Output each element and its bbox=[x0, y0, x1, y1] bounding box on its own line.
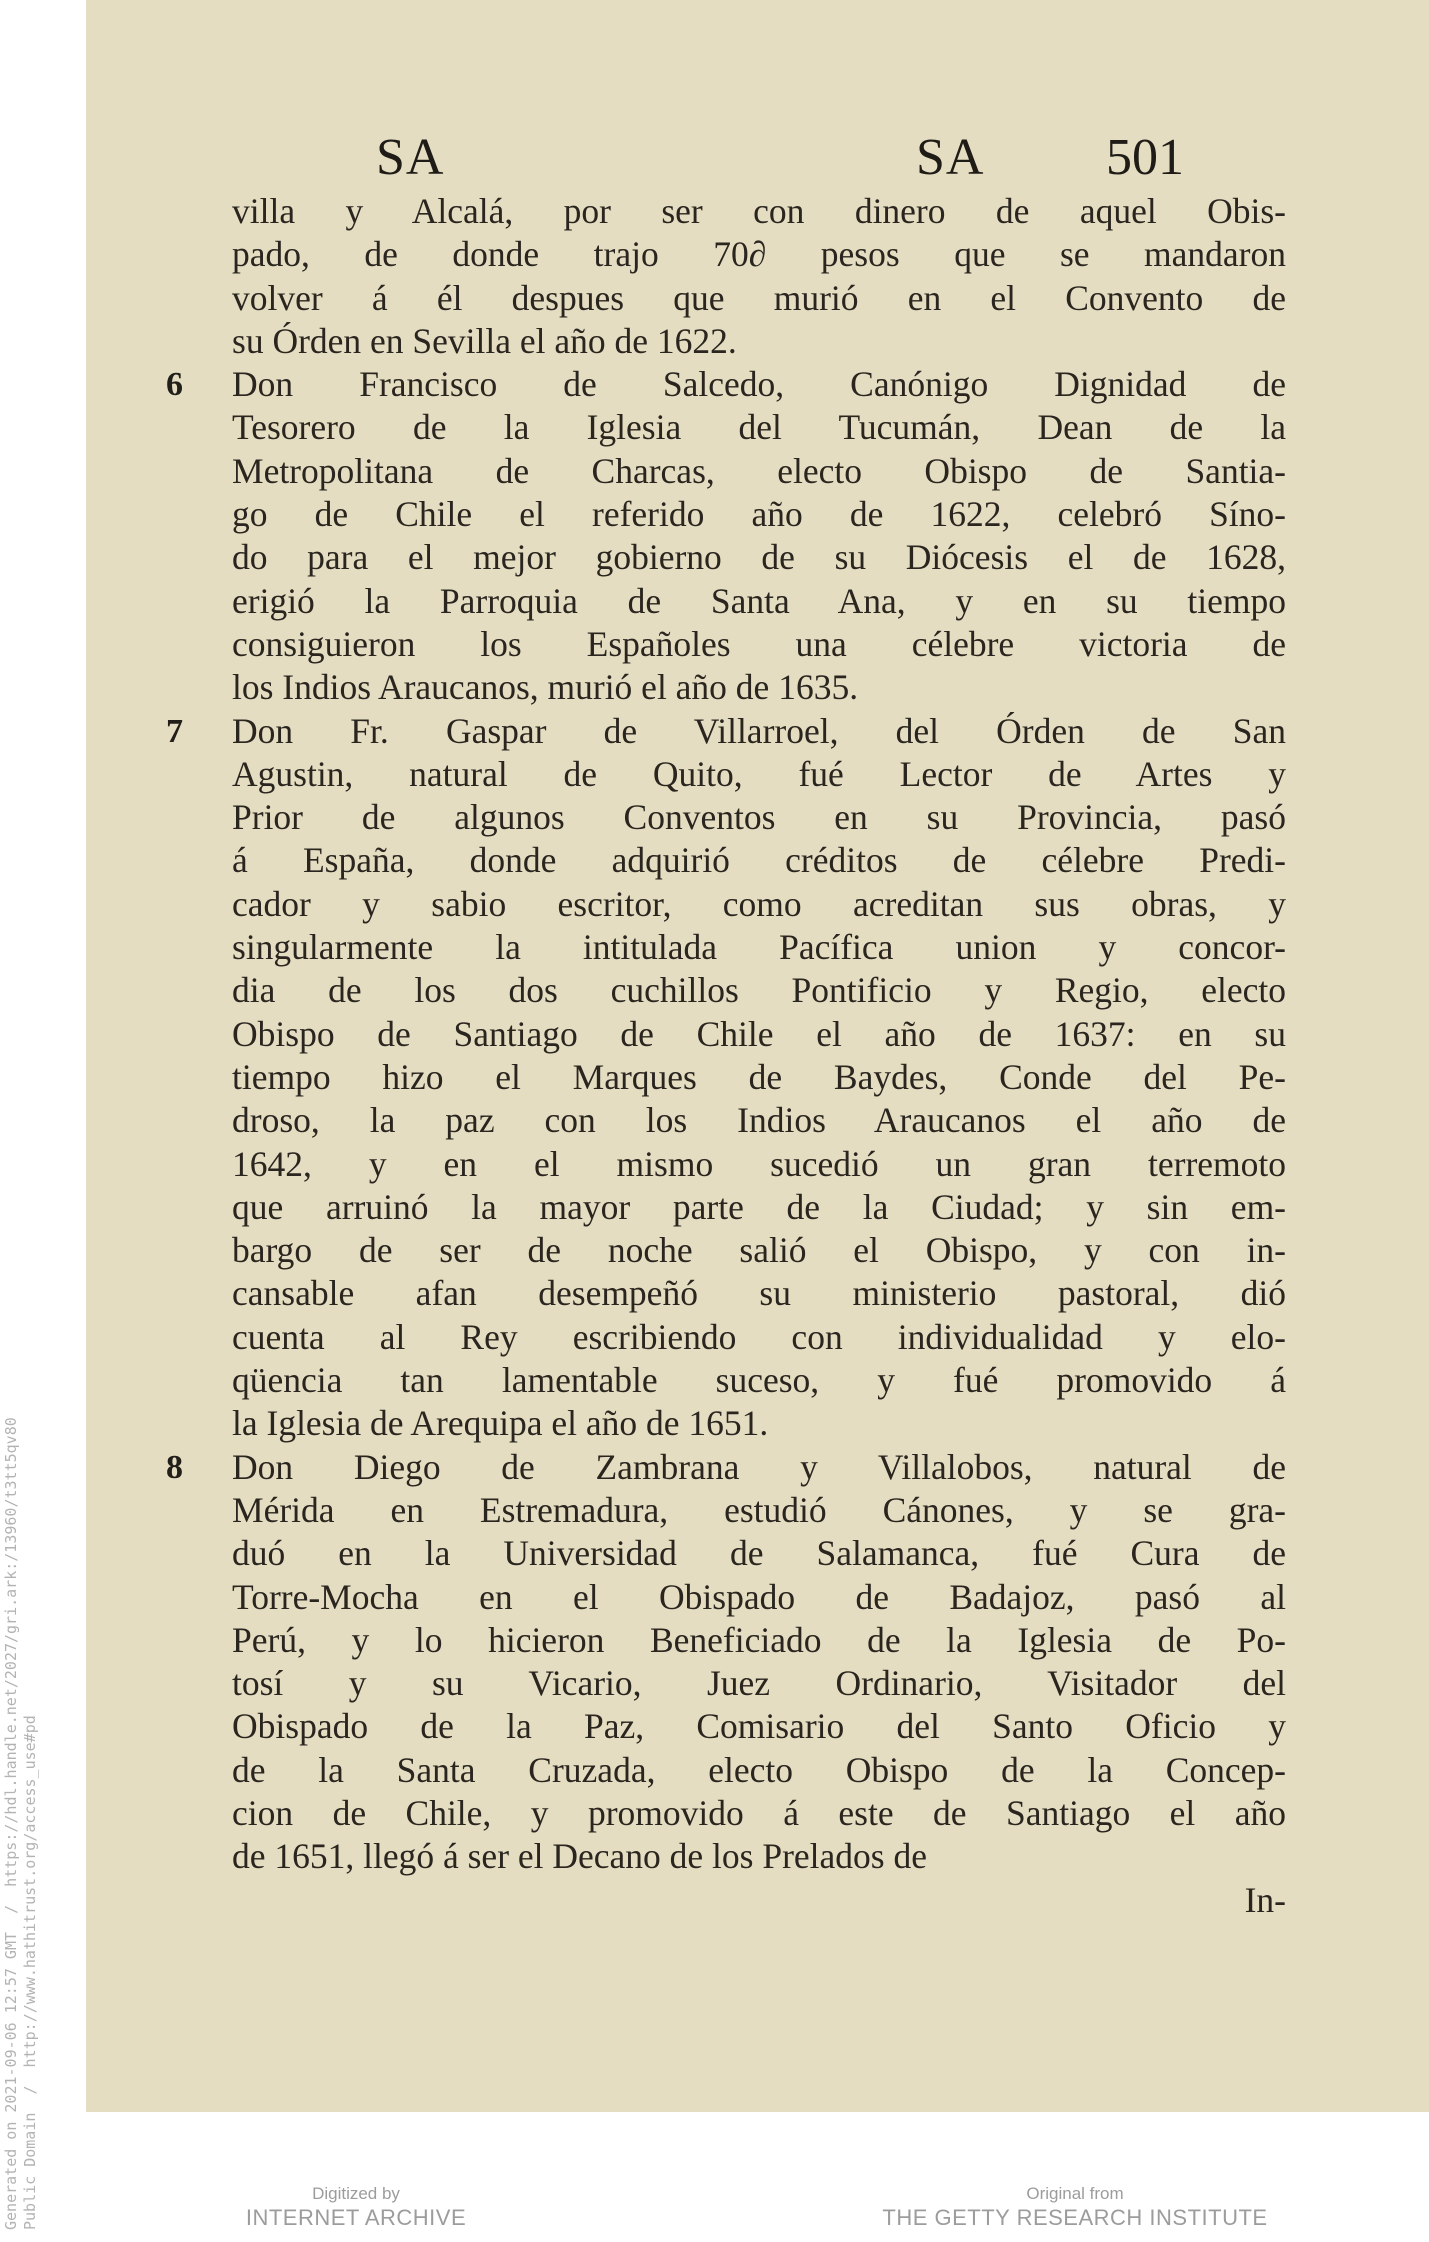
text-line: que arruinó la mayor parte de la Ciudad; y sin em- bbox=[232, 1186, 1286, 1227]
footer-digitized-by bbox=[236, 2184, 476, 2232]
text-line: tiempo hizo el Marques de Baydes, Conde del Pe- bbox=[232, 1056, 1286, 1097]
text-line: do para el mejor gobierno de su Diócesis el de 1628, bbox=[232, 537, 1286, 578]
text-line: los Indios Araucanos, murió el año de 1635. bbox=[232, 667, 859, 708]
text-line: cion de Chile, y promovido á este de Santiago el año bbox=[232, 1792, 1286, 1833]
text-line: Perú, y lo hicieron Beneficiado de la Iglesia de Po- bbox=[232, 1619, 1286, 1660]
text-line: Don Diego de Zambrana y Villalobos, natural de bbox=[232, 1446, 1286, 1487]
text-line: cansable afan desempeñó su ministerio pastoral, dió bbox=[232, 1273, 1286, 1314]
text-line: tosí y su Vicario, Juez Ordinario, Visitador del bbox=[232, 1663, 1286, 1704]
scanned-page bbox=[86, 0, 1429, 2112]
text-line: Torre-Mocha en el Obispado de Badajoz, pasó al bbox=[232, 1576, 1286, 1617]
text-line: pado, de donde trajo 70∂ pesos que se mandaron bbox=[232, 234, 1286, 275]
footer-left-small: Digitized by bbox=[312, 2184, 400, 2203]
text-line: Obispado de la Paz, Comisario del Santo Oficio y bbox=[232, 1706, 1286, 1747]
paragraph-number: 7 bbox=[166, 712, 183, 750]
footer-original-from bbox=[875, 2184, 1275, 2232]
text-line: Don Francisco de Salcedo, Canónigo Dignidad de bbox=[232, 364, 1286, 405]
text-line: Obispo de Santiago de Chile el año de 1637: en su bbox=[232, 1013, 1286, 1054]
body-text bbox=[166, 190, 1286, 1922]
text-line: de la Santa Cruzada, electo Obispo de la Concep- bbox=[232, 1749, 1286, 1790]
text-line: duó en la Universidad de Salamanca, fué Cura de bbox=[232, 1533, 1286, 1574]
text-line: volver á él despues que murió en el Convento de bbox=[232, 277, 1286, 318]
text-line: Agustin, natural de Quito, fué Lector de Artes y bbox=[232, 753, 1286, 794]
page-number: 501 bbox=[1106, 129, 1184, 186]
catchword: In- bbox=[1244, 1879, 1286, 1920]
paragraph bbox=[232, 190, 1286, 363]
generation-notice-line2: Public Domain / http://www.hathitrust.org/access_use#pd bbox=[21, 1715, 39, 2230]
text-line: erigió la Parroquia de Santa Ana, y en su tiempo bbox=[232, 580, 1286, 621]
text-line: 1642, y en el mismo sucedió un gran terremoto bbox=[232, 1143, 1286, 1184]
generation-notice bbox=[2, 1417, 40, 2230]
footer-right-small: Original from bbox=[1026, 2184, 1124, 2203]
paragraph-number: 8 bbox=[166, 1448, 183, 1486]
text-line: droso, la paz con los Indios Araucanos el año de bbox=[232, 1100, 1286, 1141]
paragraph bbox=[166, 1446, 1286, 1879]
text-line: singularmente la intitulada Pacífica union y concor- bbox=[232, 927, 1286, 968]
header-right: SA bbox=[916, 129, 985, 186]
footer-left-big: INTERNET ARCHIVE bbox=[245, 2205, 467, 2230]
paragraph bbox=[166, 363, 1286, 709]
text-line: cuenta al Rey escribiendo con individualidad y elo- bbox=[232, 1316, 1286, 1357]
paragraph bbox=[166, 710, 1286, 1446]
text-line: consiguieron los Españoles una célebre victoria de bbox=[232, 623, 1286, 664]
text-line: su Órden en Sevilla el año de 1622. bbox=[232, 320, 737, 361]
text-line: Metropolitana de Charcas, electo Obispo de Santia- bbox=[232, 450, 1286, 491]
text-line: bargo de ser de noche salió el Obispo, y con in- bbox=[232, 1230, 1286, 1271]
text-line: qüencia tan lamentable suceso, y fué promovido á bbox=[232, 1360, 1286, 1401]
text-line: cador y sabio escritor, como acreditan sus obras, y bbox=[232, 883, 1286, 924]
text-line: Don Fr. Gaspar de Villarroel, del Órden de San bbox=[232, 710, 1286, 751]
text-line: Tesorero de la Iglesia del Tucumán, Dean de la bbox=[232, 407, 1286, 448]
text-line: go de Chile el referido año de 1622, celebró Síno- bbox=[232, 494, 1286, 535]
text-line: Mérida en Estremadura, estudió Cánones, y se gra- bbox=[232, 1489, 1286, 1530]
text-line: á España, donde adquirió créditos de célebre Predi- bbox=[232, 840, 1286, 881]
text-line: de 1651, llegó á ser el Decano de los Prelados de bbox=[232, 1836, 927, 1877]
footer-right-big: THE GETTY RESEARCH INSTITUTE bbox=[882, 2205, 1268, 2230]
running-header bbox=[86, 128, 1429, 198]
text-line: dia de los dos cuchillos Pontificio y Regio, electo bbox=[232, 970, 1286, 1011]
header-left: SA bbox=[376, 129, 445, 186]
text-line: la Iglesia de Arequipa el año de 1651. bbox=[232, 1403, 769, 1444]
paragraph-number: 6 bbox=[166, 366, 183, 404]
text-line: villa y Alcalá, por ser con dinero de aquel Obis- bbox=[232, 191, 1286, 231]
generation-notice-line1: Generated on 2021-09-06 12:57 GMT / https://hdl.handle.net/2027/gri.ark:/13960/t3tt5qv80 bbox=[2, 1417, 20, 2230]
text-line: Prior de algunos Conventos en su Provincia, pasó bbox=[232, 797, 1286, 838]
